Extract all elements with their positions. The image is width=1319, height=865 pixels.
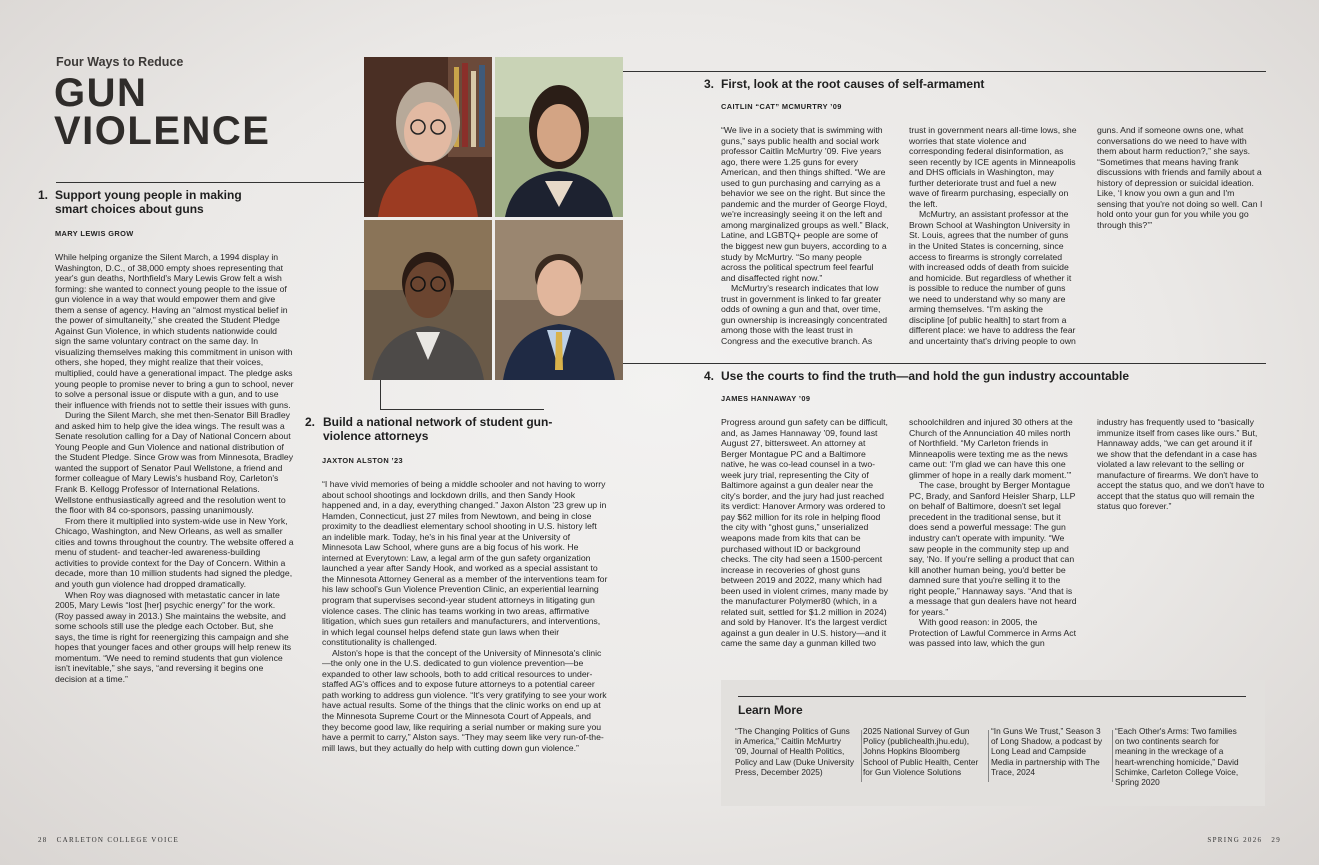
section-2-number: 2. [305,415,316,429]
learn-more-divider [988,730,989,782]
title-line-1: GUN [54,71,148,115]
section-1-byline: MARY LEWIS GROW [55,229,134,238]
paragraph: “I have vivid memories of being a middle schooler and not having to worry about school shootings and lockdown drills, and then Sandy Hook happened and, in a day, everything changed.” Jaxon Alston ’23 grew up in Hamden, Connecticut, just 27 miles from Newtown, and being in close proximity to the deadliest elementary school shooting in U.S. history left an indelible mark. Today, he's in his final year at the University of Minnesota Law School, where guns are a big focus of his work. He interned at Everytown: Law, a legal arm of the gun safety organization launched a year after Sandy Hook, and worked as a special assistant to the Minnesota Attorney General as a member of the interventions team for his law school's Gun Violence Prevention Clinic, an experiential learning program that supervises second-year student attorneys in litigating gun violence cases. The clinic has teams working in two areas, affirmative litigation, which sues gun retailers and manufacturers, and interventions, in which legal counsel helps defend state gun laws when their constitutionality is challenged. [322,479,608,648]
page-number-left: 28 [38,836,48,844]
rule-section-1 [56,182,364,183]
kicker: Four Ways to Reduce [56,55,184,69]
learn-more-heading: Learn More [738,703,803,717]
portrait-mary-lewis-grow [364,57,492,217]
section-1-heading [38,189,338,216]
section-4-number: 4. [704,369,715,383]
rule-section-3 [623,71,1266,72]
section-1-title: Support young people in making smart choices about guns [55,188,242,216]
paragraph: The case, brought by Berger Montague PC, Brady, and Sanford Heisler Sharp, LLP on behalf of Baltimore, doesn't set legal precedent in the traditional sense, but it does send a powerful message: The gun industry can't operate with impunity. “We saw people in the community step up and say, ‘No. If you're selling a product that can kill another human being, you'd better be damned sure that you're selling it to the right people,” Hannaway says. “And that is a message that gun dealers have not heard for years.” [909,480,1077,617]
section-1-number: 1. [38,188,49,202]
learn-more-box [721,680,1265,806]
paragraph: When Roy was diagnosed with metastatic cancer in late 2005, Mary Lewis “lost [her] psychic energy” for the work. (Roy passed away in 2013.) She maintains the website, and some schools still use the pledge each October. But, she says, the time is right for reenergizing this campaign and she hopes that younger faces and other groups will help renew its momentum. “We need to remind students that gun violence isn't inevitable,” she says, “and reversing it begins one decision at a time.” [55,589,292,684]
paragraph: Progress around gun safety can be difficult, and, as James Hannaway ’09, found last August 27, bittersweet. An attorney at Berger Montague PC and a Baltimore native, he was co-lead counsel in a two-week jury trial, representing the City of Baltimore against a gun dealer near the city's border, and the jury had just reached its verdict: Hanover Armory was ordered to pay $62 million for its role in helping flood the city with “ghost guns,” unserialized weapons made from kits that can be purchased without ID or background checks. The city had seen a 1500-percent increase in recoveries of ghost guns between 2019 and 2022, many which had been used in violent crimes, many made by the manufacturer Polymer80 (which, in a related suit, settled for $1.2 million in 2024) and sold by Hanover. It's the largest verdict against a gun dealer in U.S. history—and it came the same day a gunman killed two schoolchildren and injured 30 others at the Church of the Annunciation 40 miles north of Northfield. “My Carleton friends in Minneapolis were texting me as the news came out: ‘I'm glad we can have this one glimmer of hope in a really dark moment.’” [721,417,1073,649]
portrait-james-hannaway [495,220,623,380]
paragraph: While helping organize the Silent March, a 1994 display in Washington, D.C., of 38,000 empty shoes representing that year's gun deaths, Northfield's Mary Lewis Grow felt a wish forming: she wanted to connect young people to the issue of gun violence in a way that would empower them and give them a sense of agency. Having an “almost mystical belief in the power of simultaneity,” she created the Student Pledge Against Gun Violence, in which students nationwide could sign the same voluntary contract on the same day. In visualizing themselves making this commitment in unison with others, she hoped, they might realize that their voices, multiplied, could have a generational impact. The pledge asks young people to promise never to bring a gun to school, never to solve a personal issue or dispute with a gun, and to use their influence with friends not to settle their issues with guns. [55,252,294,410]
section-4-title: Use the courts to find the truth—and hold the gun industry accountable [721,369,1130,383]
learn-more-divider [861,730,862,782]
paragraph: McMurtry's research indicates that low trust in government is linked to far greater odds of owning a gun and that, over time, gun ownership is increasingly concentrated among those with the least trust in Congress and the executive branch. As trust in government nears all-time lows, she worries that state violence and corresponding federal disinformation, as seen recently by ICE agents in Minneapolis and DHS officials in Washington, may further deteriorate trust and fuel a new wave of firearm purchasing, especially on the left. [721,125,1077,346]
paragraph: Alston's hope is that the concept of the University of Minnesota's clinic—the only one in the U.S. dedicated to gun violence prevention—be expanded to other law schools, both to add critical resources to under-staffed AG's offices and to expose future attorneys to a potential career path working to address gun violence. “It's very gratifying to see your work have actual results. Some of the things that the clinic works on end up at the Minnesota Supreme Court or the Minnesota Court of Appeals, and they become good law, like requiring a serial number or making sure you have a permit to carry,” Alston says. “They may seem like very run-of-the-mill laws, but they actually do help with cutting down gun violence.” [322,647,607,753]
section-3-title: First, look at the root causes of self-armament [721,77,985,91]
section-4-heading [704,370,1264,384]
learn-more-item-2: 2025 National Survey of Gun Policy (publichealth.jhu.edu), Johns Hopkins Bloomberg School of Public Health, Center for Gun Violence Solutions [863,726,979,777]
section-3-number: 3. [704,77,715,91]
learn-more-item-1: “The Changing Politics of Guns in America,” Caitlin McMurtry ’09, Journal of Health Politics, Policy and Law (Duke University Press, December 2025) [735,726,854,777]
section-2-heading [305,416,565,443]
issue-date: SPRING 2026 [1207,836,1263,844]
rule-vertical-section-2 [380,380,381,410]
section-3-byline: CAITLIN “CAT” MCMURTRY ’09 [721,102,842,111]
page-number-right: 29 [1271,836,1281,844]
page-title [54,71,271,153]
publication-name: CARLETON COLLEGE VOICE [56,836,180,844]
portrait-caitlin-mcmurtry [495,57,623,217]
learn-more-divider [1112,730,1113,782]
footer-left [38,836,179,844]
section-3-heading [704,78,1264,92]
footer-right [1207,836,1281,844]
section-2-body [322,479,608,753]
section-2-byline: JAXTON ALSTON ’23 [322,456,403,465]
section-1-body [55,252,295,684]
paragraph: During the Silent March, she met then-Senator Bill Bradley and asked him to help give the idea wings. The result was a Senate resolution calling for a Day of National Concern about Young People and Gun Violence and national distribution of the Student Pledge. Since Grow was from Minnesota, Bradley wanted the support of Senator Paul Wellstone, a friend and former colleague of Mary Lewis's husband Roy, Carleton's Frank B. Kellogg Professor of International Relations. Wellstone enthusiastically agreed and the resolution went to the floor with 84 co-sponsors, passing unanimously. [55,410,294,516]
learn-more-rule [738,696,1246,697]
paragraph: From there it multiplied into system-wide use in New York, Chicago, Washington, and New Orleans, as well as smaller cities and towns throughout the country. The website offered a menu of student- and teacher-led awareness-building activities to provide context for the Day of Concern. Within a decade, more than 10 million students had signed the pledge, and youth gun violence had dropped dramatically. [55,515,294,589]
section-4-body [721,417,1265,657]
rule-section-2 [380,409,544,410]
section-4-byline: JAMES HANNAWAY ’09 [721,394,811,403]
title-line-2: VIOLENCE [54,109,271,153]
section-3-body [721,125,1265,355]
learn-more-item-4: “Each Other's Arms: Two families on two continents search for meaning in the wreckage of a heart-wrenching homicide,” David Schimke, Carleton College Voice, Spring 2020 [1115,726,1239,788]
paragraph: McMurtry, an assistant professor at the Brown School at Washington University in St. Louis, agrees that the number of guns in the United States is concerning, since access to firearms is strongly correlated with increased odds of death from suicide and homicide. But regardless of whether it is possible to reduce the number of guns we need to understand why so many are arming themselves. “I'm asking the discipline [of public health] to start from a different place: we have to address the fear and uncertainty that's driving people to own guns. And if someone owns one, what conversations do we need to have with them about harm reduction?,” she says. “Sometimes that means having frank discussions with friends and family about a history of depression or suicidal ideation. Like, ‘I know you own a gun and I'm sensing that you're not doing so well. Can I hold onto your gun for you while you go through this?’” [909,125,1263,346]
learn-more-item-3: “In Guns We Trust,” Season 3 of Long Shadow, a podcast by Long Lead and Campside Media in partnership with The Trace, 2024 [991,726,1103,777]
paragraph: With good reason: in 2005, the Protection of Lawful Commerce in Arms Act was passed into law, which the gun industry has frequently used to “basically immunize itself from cases like ours.” But, Hannaway adds, “we can get around it if we show that the defendant in a case has violated a law relevant to the selling or manufacture of firearms. We don't have to accept the status quo, and we don't have to accept that the status quo will remain the status quo forever.” [909,417,1265,649]
rule-section-4 [623,363,1266,364]
paragraph: “We live in a society that is swimming with guns,” says public health and social work professor Caitlin McMurtry ’09. Five years ago, there were 1.25 guns for every American, and then things shifted. “We are used to gun purchasing and carrying as a behavior we see on the right. But since the pandemic and the murder of George Floyd, we're increasingly seeing it on the left and among marginalized groups as well.” Black, Latine, and LGBTQ+ people are some of the biggest new gun buyers, according to a study by McMurtry. “So many people across the political spectrum feel fearful and disaffected right now.” [721,125,889,283]
portrait-jaxton-alston [364,220,492,380]
section-2-title: Build a national network of student gun-violence attorneys [323,415,553,443]
